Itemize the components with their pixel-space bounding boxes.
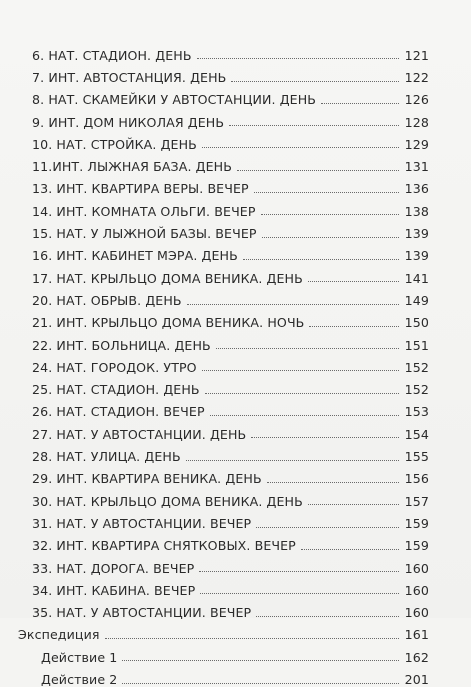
toc-entry	[18, 62, 429, 84]
toc-entry-page: 155	[404, 449, 429, 465]
toc-entry-page: 152	[404, 359, 429, 375]
toc-leader-dots	[210, 414, 399, 416]
toc-entry	[18, 285, 429, 307]
toc-entry-page: 156	[404, 471, 429, 487]
toc-entry-page: 153	[404, 404, 429, 420]
toc-entry-title: 16. ИНТ. КАБИНЕТ МЭРА. ДЕНЬ	[32, 248, 238, 264]
toc-leader-dots	[197, 57, 399, 59]
toc-entry-title: Экспедиция	[18, 627, 100, 643]
toc-entry	[18, 330, 429, 352]
toc-entry	[18, 129, 429, 151]
toc-entry-page: 136	[404, 181, 429, 197]
toc-leader-dots	[256, 615, 399, 617]
toc-entry-page: 161	[404, 627, 429, 643]
toc-leader-dots	[200, 592, 399, 594]
toc-entry	[18, 107, 429, 129]
toc-leader-dots	[237, 169, 399, 171]
toc-entry-act	[18, 664, 429, 686]
toc-entry-title: Действие 1	[41, 649, 118, 665]
toc-leader-dots	[122, 659, 399, 661]
toc-entry-page: 150	[404, 315, 429, 331]
toc-entry	[18, 597, 429, 619]
toc-entry-page: 160	[404, 582, 429, 598]
toc-entry-title: 35. НАТ. У АВТОСТАНЦИИ. ВЕЧЕР	[32, 605, 252, 621]
toc-entry-page: 129	[404, 136, 429, 152]
toc-entry-title: 13. ИНТ. КВАРТИРА ВЕРЫ. ВЕЧЕР	[32, 181, 249, 197]
toc-leader-dots	[261, 213, 399, 215]
toc-entry-page: 159	[404, 515, 429, 531]
toc-entry-title: 21. ИНТ. КРЫЛЬЦО ДОМА ВЕНИКА. НОЧЬ	[32, 315, 305, 331]
toc-entry-page: 139	[404, 226, 429, 242]
toc-leader-dots	[199, 570, 399, 572]
toc-entry-title: 27. НАТ. У АВТОСТАНЦИИ. ДЕНЬ	[32, 426, 247, 442]
toc-entry	[18, 151, 429, 173]
toc-entry-page: 128	[404, 114, 429, 130]
toc-leader-dots	[231, 80, 399, 82]
toc-entry-title: 17. НАТ. КРЫЛЬЦО ДОМА ВЕНИКА. ДЕНЬ	[32, 270, 303, 286]
toc-entry	[18, 85, 429, 107]
toc-entry	[18, 218, 429, 240]
toc-leader-dots	[216, 347, 399, 349]
toc-entry-title: 32. ИНТ. КВАРТИРА СНЯТКОВЫХ. ВЕЧЕР	[32, 538, 296, 554]
toc-entry-title: 33. НАТ. ДОРОГА. ВЕЧЕР	[32, 560, 195, 576]
toc-leader-dots	[256, 526, 399, 528]
toc-leader-dots	[122, 682, 399, 684]
toc-entry-title: 15. НАТ. У ЛЫЖНОЙ БАЗЫ. ВЕЧЕР	[32, 226, 257, 242]
toc-leader-dots	[267, 481, 399, 483]
toc-entry-page: 154	[404, 426, 429, 442]
toc-entry	[18, 352, 429, 374]
toc-entry-page: 139	[404, 248, 429, 264]
toc-entry-title: 14. ИНТ. КОМНАТА ОЛЬГИ. ВЕЧЕР	[32, 203, 256, 219]
toc-entry	[18, 486, 429, 508]
toc-entry-page: 159	[404, 538, 429, 554]
toc-entry-title: 25. НАТ. СТАДИОН. ДЕНЬ	[32, 382, 200, 398]
toc-leader-dots	[187, 303, 399, 305]
toc-leader-dots	[243, 258, 399, 260]
toc-leader-dots	[308, 503, 399, 505]
toc-entry-page: 201	[404, 672, 429, 687]
toc-entry-title: 7. ИНТ. АВТОСТАНЦИЯ. ДЕНЬ	[32, 70, 227, 85]
toc-entry-title: 31. НАТ. У АВТОСТАНЦИИ. ВЕЧЕР	[32, 515, 252, 531]
toc-entry	[18, 553, 429, 575]
toc-leader-dots	[186, 459, 399, 461]
toc-entry-title: 10. НАТ. СТРОЙКА. ДЕНЬ	[32, 136, 197, 152]
toc-entry-title: 11.ИНТ. ЛЫЖНАЯ БАЗА. ДЕНЬ	[32, 159, 232, 175]
toc-entry-page: 160	[404, 560, 429, 576]
toc-leader-dots	[229, 124, 399, 126]
toc-entry	[18, 241, 429, 263]
toc-leader-dots	[321, 102, 399, 104]
toc-entry-title: 34. ИНТ. КАБИНА. ВЕЧЕР	[32, 582, 196, 598]
toc-entry	[18, 196, 429, 218]
toc-entry-title: 6. НАТ. СТАДИОН. ДЕНЬ	[32, 47, 192, 63]
toc-entry-page: 149	[404, 292, 429, 308]
toc-entry-title: 22. ИНТ. БОЛЬНИЦА. ДЕНЬ	[32, 337, 211, 353]
toc-leader-dots	[308, 280, 399, 282]
toc-entry-act	[18, 642, 429, 664]
table-of-contents	[18, 40, 429, 687]
toc-entry-page: 160	[404, 605, 429, 621]
toc-entry	[18, 419, 429, 441]
toc-entry-title: 20. НАТ. ОБРЫВ. ДЕНЬ	[32, 292, 182, 308]
toc-entry-page: 151	[404, 337, 429, 353]
toc-entry	[18, 263, 429, 285]
toc-entry	[18, 575, 429, 597]
toc-leader-dots	[105, 637, 399, 639]
toc-entry-title: 28. НАТ. УЛИЦА. ДЕНЬ	[32, 449, 181, 465]
toc-entry	[18, 40, 429, 62]
toc-entry-title: 9. ИНТ. ДОМ НИКОЛАЯ ДЕНЬ	[32, 114, 225, 130]
toc-entry-page: 122	[404, 70, 429, 85]
toc-entry	[18, 464, 429, 486]
toc-entry	[18, 531, 429, 553]
toc-leader-dots	[202, 146, 399, 148]
toc-entry-page: 131	[404, 159, 429, 175]
toc-entry	[18, 308, 429, 330]
toc-entry-page: 157	[404, 493, 429, 509]
toc-entry	[18, 441, 429, 463]
toc-leader-dots	[205, 392, 399, 394]
toc-entry-page: 138	[404, 203, 429, 219]
toc-leader-dots	[262, 236, 399, 238]
toc-entry-page: 121	[404, 47, 429, 63]
toc-entry-title: 30. НАТ. КРЫЛЬЦО ДОМА ВЕНИКА. ДЕНЬ	[32, 493, 303, 509]
toc-leader-dots	[251, 436, 399, 438]
toc-entry	[18, 397, 429, 419]
toc-entry-page: 162	[404, 649, 429, 665]
toc-entry	[18, 508, 429, 530]
toc-entry-page: 141	[404, 270, 429, 286]
toc-entry-expedition	[18, 620, 429, 642]
toc-entry-page: 126	[404, 92, 429, 108]
toc-leader-dots	[202, 369, 399, 371]
toc-entry-title: 29. ИНТ. КВАРТИРА ВЕНИКА. ДЕНЬ	[32, 471, 262, 487]
toc-leader-dots	[254, 191, 399, 193]
toc-leader-dots	[309, 325, 399, 327]
toc-entry-title: 24. НАТ. ГОРОДОК. УТРО	[32, 359, 197, 375]
toc-entry-title: Действие 2	[41, 672, 118, 687]
toc-entry	[18, 174, 429, 196]
toc-leader-dots	[301, 548, 399, 550]
toc-entry-page: 152	[404, 382, 429, 398]
toc-entry-title: 8. НАТ. СКАМЕЙКИ У АВТОСТАНЦИИ. ДЕНЬ	[32, 92, 317, 108]
toc-entry	[18, 374, 429, 396]
toc-entry-title: 26. НАТ. СТАДИОН. ВЕЧЕР	[32, 404, 205, 420]
